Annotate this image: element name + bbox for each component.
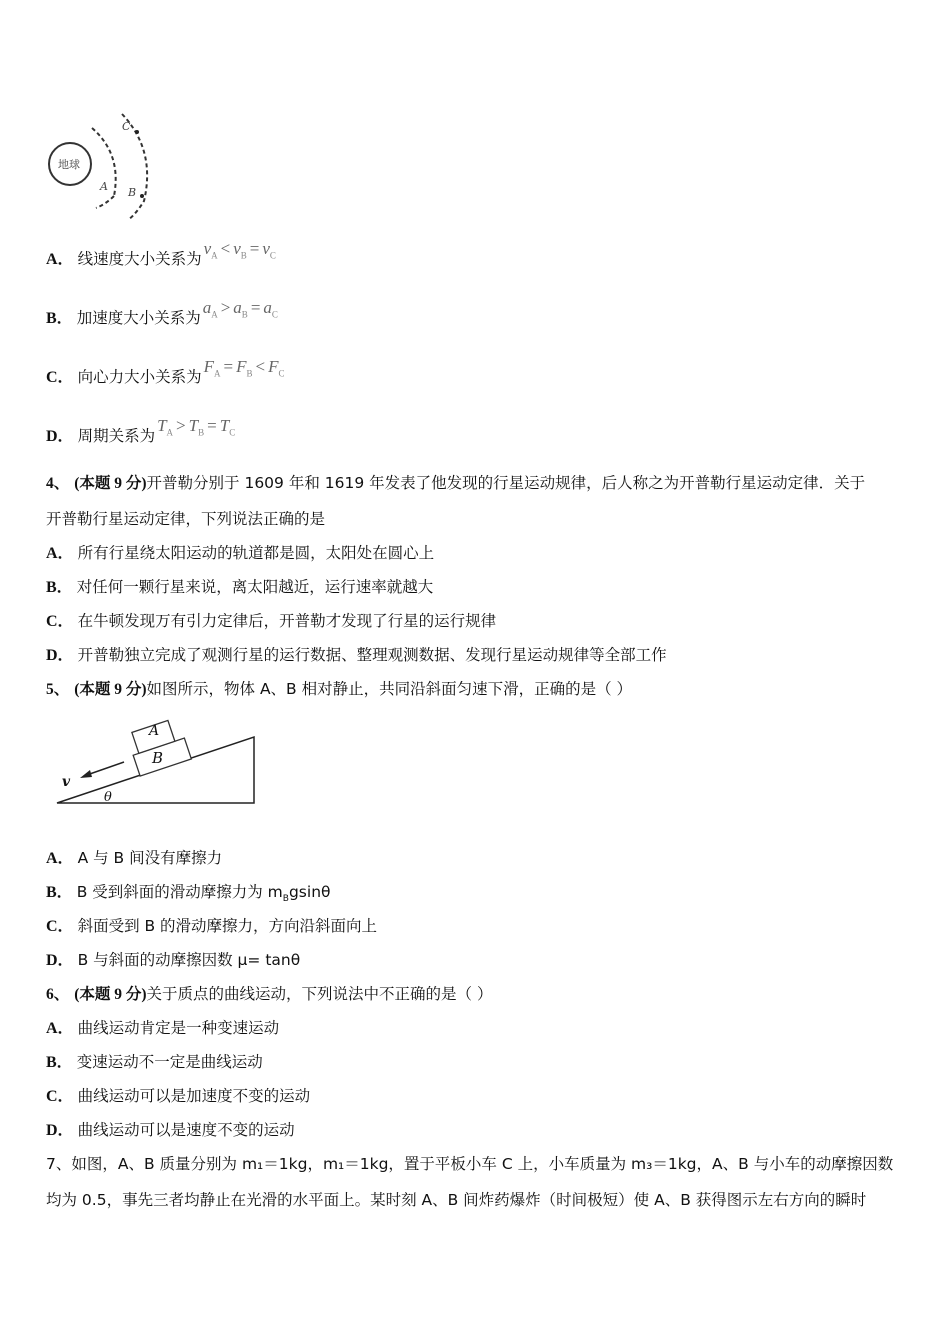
q6-option-c: C． 曲线运动可以是加速度不变的运动 (46, 1087, 311, 1105)
q4-option-b: B． 对任何一颗行星来说，离太阳越近，运行速率就越大 (46, 578, 434, 596)
q3-option-c: C． 向心力大小关系为$F_A = F_B < F_C$ (46, 357, 285, 386)
formula-velocity: $v_A < v_B = v_C$ (203, 239, 276, 261)
formula-acceleration: $a_A > a_B = a_C$ (202, 298, 278, 320)
q4-option-d: D． 开普勒独立完成了观测行星的运行数据、整理观测数据、发现行星运动规律等全部工作 (46, 646, 667, 664)
earth-label: 地球 (58, 158, 80, 171)
velocity-label: v (62, 774, 71, 790)
q6-option-a: A． 曲线运动肯定是一种变速运动 (46, 1019, 280, 1037)
q3-option-d: D． 周期关系为$T_A > T_B = T_C$ (46, 416, 236, 445)
q5-option-c: C． 斜面受到 B 的滑动摩擦力，方向沿斜面向上 (46, 917, 378, 935)
block-b-label: B (152, 749, 164, 767)
q4-option-a: A． 所有行星绕太阳运动的轨道都是圆，太阳处在圆心上 (46, 544, 435, 562)
q5-option-a: A． A 与 B 间没有摩擦力 (46, 849, 223, 867)
q3-option-a: A． 线速度大小关系为$v_A < v_B = v_C$ (46, 239, 276, 268)
orbit-figure (44, 106, 164, 221)
q6-option-b: B． 变速运动不一定是曲线运动 (46, 1053, 263, 1071)
formula-force: $F_A = F_B < F_C$ (203, 357, 285, 379)
q3-option-b: B． 加速度大小关系为$a_A > a_B = a_C$ (46, 298, 278, 327)
formula-period: $T_A > T_B = T_C$ (157, 416, 236, 438)
q5-option-d: D． B 与斜面的动摩擦因数 μ= tanθ (46, 951, 301, 969)
q5-stem: 5、 (本题 9 分)如图所示，物体 A、B 相对静止，共同沿斜面匀速下滑，正确的是（ ） (46, 680, 633, 698)
block-a-label: A (149, 723, 160, 739)
q7-line2: 均为 0.5，事先三者均静止在光滑的水平面上。某时刻 A、B 间炸药爆炸（时间极短）使 A、B 获得图示左右方向的瞬时 (46, 1191, 867, 1209)
orbit-point-c: C (122, 120, 131, 133)
q4-stem-line2: 开普勒行星运动定律，下列说法正确的是 (46, 510, 326, 528)
q7-line1: 7、如图，A、B 质量分别为 m₁＝1kg，m₁＝1kg，置于平板小车 C 上，小车质量为 m₃＝1kg，A、B 与小车的动摩擦因数 (46, 1155, 894, 1173)
q4-option-c: C． 在牛顿发现万有引力定律后，开普勒才发现了行星的运行规律 (46, 612, 497, 630)
angle-label: θ (104, 790, 112, 805)
q4-stem-line1: 4、 (本题 9 分)开普勒分别于 1609 年和 1619 年发表了他发现的行星运动规律，后人称之为开普勒行星运动定律．关于 (46, 474, 866, 492)
q5-option-b: B． B 受到斜面的滑动摩擦力为 $m_Bgsin\theta$ (46, 883, 331, 905)
orbit-point-b: B (128, 186, 137, 199)
q6-option-d: D． 曲线运动可以是速度不变的运动 (46, 1121, 295, 1139)
orbit-point-a: A (100, 180, 108, 193)
incline-figure (52, 710, 262, 810)
q6-stem: 6、 (本题 9 分)关于质点的曲线运动，下列说法中不正确的是（ ） (46, 985, 493, 1003)
